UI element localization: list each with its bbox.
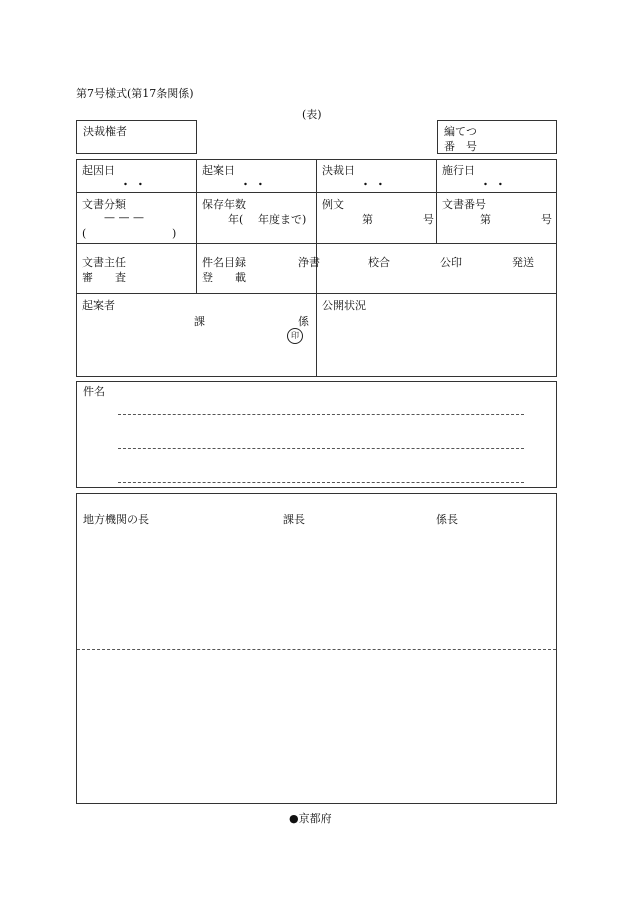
head-label: 地方機関の長 — [83, 513, 149, 526]
docnum-label: 文書番号 — [442, 198, 486, 211]
binding-label-line2: 番 号 — [444, 140, 477, 153]
example-label: 例文 — [322, 198, 344, 211]
docnum-dai: 第 — [480, 213, 491, 226]
doc-class-paren-open: ( — [82, 227, 87, 240]
enforce-date-dots: ・ ・ — [480, 178, 506, 191]
draft-date-dots: ・ ・ — [240, 178, 266, 191]
drafter-label: 起案者 — [82, 299, 115, 312]
origin-date-dots: ・ ・ — [120, 178, 146, 191]
section-label: 課 — [194, 315, 205, 328]
binding-label-line1: 編てつ — [444, 125, 477, 138]
subject-label: 件名 — [83, 385, 105, 398]
subject-line-1 — [118, 414, 524, 415]
unit-chief-label: 係長 — [436, 513, 458, 526]
enforce-date-label: 施行日 — [442, 164, 475, 177]
seal-mark-icon: 印 — [287, 328, 303, 344]
dispatch-label: 発送 — [512, 256, 534, 269]
official-seal-label: 公印 — [440, 256, 462, 269]
review-label: 審 査 — [82, 271, 126, 284]
approver-divider — [77, 649, 556, 650]
subject-line-2 — [118, 448, 524, 449]
unit-label: 係 — [298, 315, 309, 328]
side-label: (表) — [302, 108, 322, 121]
authority-label: 決裁権者 — [83, 125, 127, 138]
origin-date-label: 起因日 — [82, 164, 115, 177]
authority-box — [76, 120, 197, 154]
catalog-label: 件名目録 — [202, 256, 246, 269]
binding-number-box — [437, 120, 557, 154]
section-chief-label: 課長 — [283, 513, 305, 526]
proofread-label: 校合 — [368, 256, 390, 269]
example-dai: 第 — [362, 213, 373, 226]
doc-class-label: 文書分類 — [82, 198, 126, 211]
subject-line-3 — [118, 482, 524, 483]
docnum-go: 号 — [541, 213, 552, 226]
doc-class-paren-close: ) — [172, 227, 177, 240]
disclosure-label: 公開状況 — [322, 299, 366, 312]
approval-date-dots: ・ ・ — [360, 178, 386, 191]
retention-until: 年度まで) — [258, 213, 307, 226]
clean-copy-label: 浄書 — [298, 256, 320, 269]
publisher-label: ●京都府 — [289, 812, 332, 825]
draft-date-label: 起案日 — [202, 164, 235, 177]
doc-class-dashes: — — — — [104, 211, 144, 224]
retention-label: 保存年数 — [202, 198, 246, 211]
approval-date-label: 決裁日 — [322, 164, 355, 177]
example-go: 号 — [423, 213, 434, 226]
retention-years: 年( — [228, 213, 244, 226]
doc-chief-label: 文書主任 — [82, 256, 126, 269]
subject-box — [76, 381, 557, 488]
form-header: 第7号様式(第17条関係) — [76, 87, 194, 100]
register-label: 登 載 — [202, 271, 246, 284]
